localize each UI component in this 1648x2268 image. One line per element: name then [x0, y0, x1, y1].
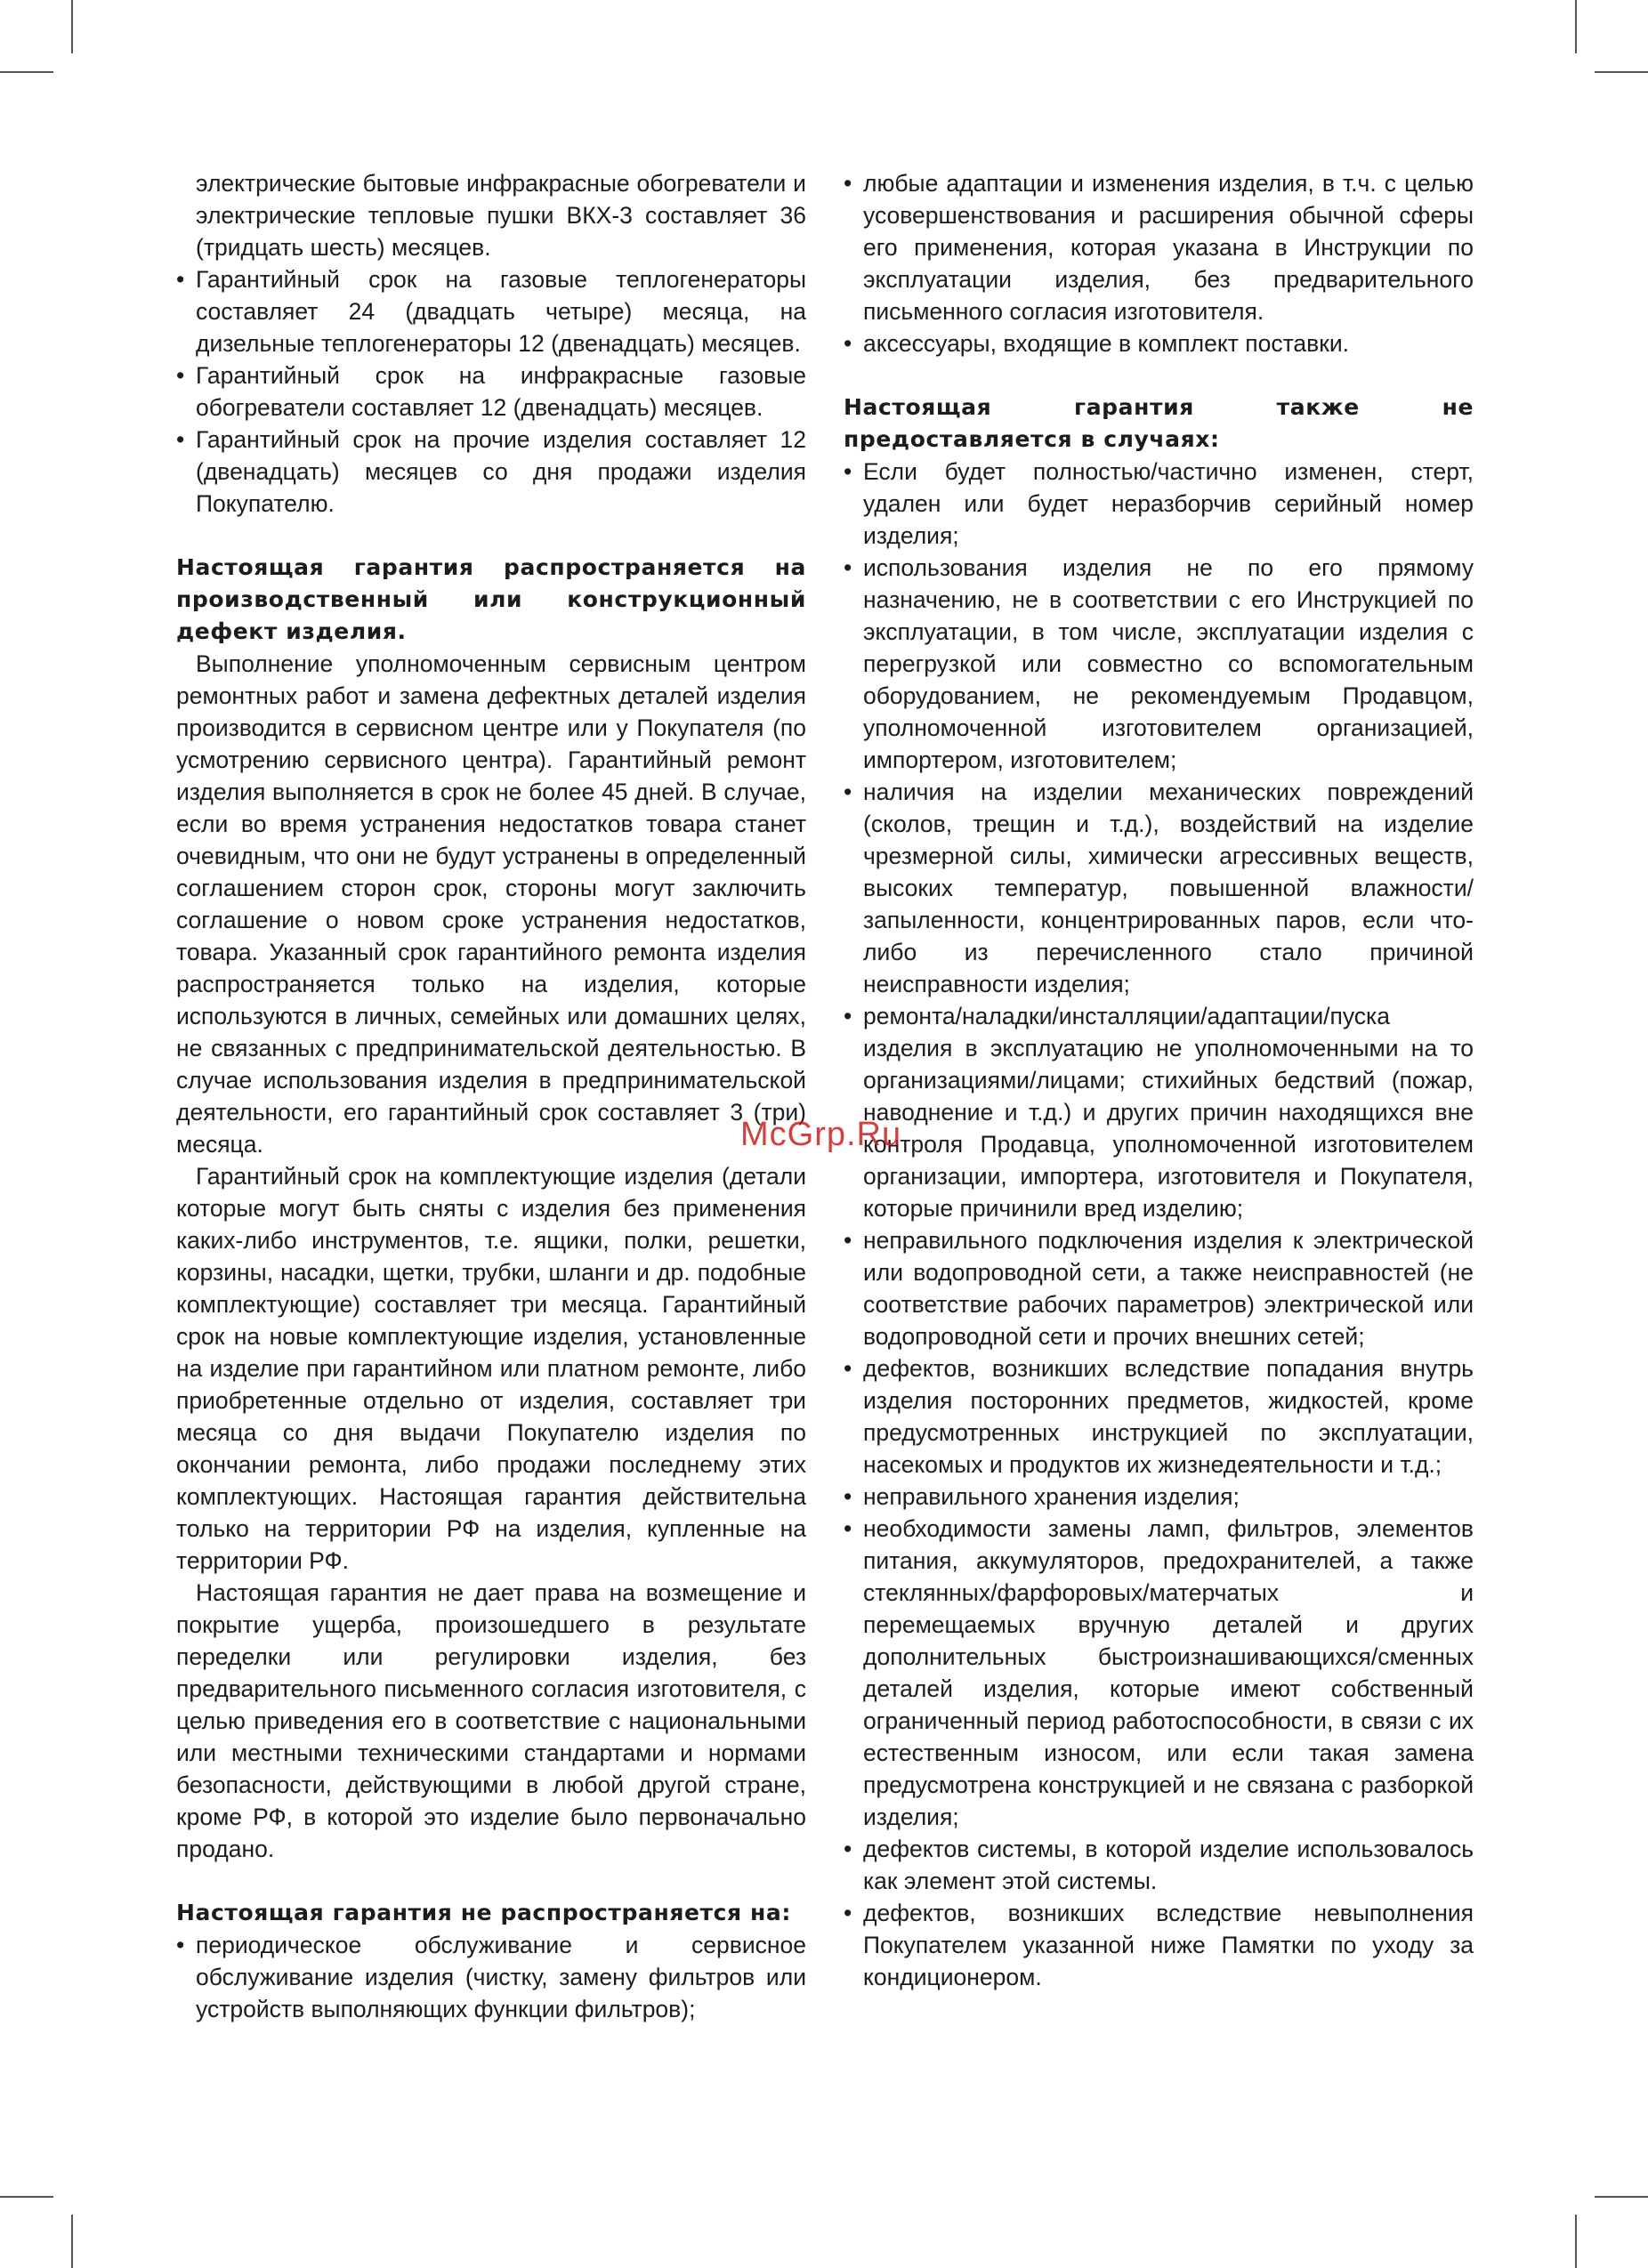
bullet-icon: • [844, 458, 852, 485]
bullet-icon: • [844, 1900, 852, 1926]
bullet-icon: • [844, 330, 852, 357]
crop-mark-top-right [1595, 71, 1648, 73]
bullet-icon: • [176, 1932, 185, 1958]
list-item: • необходимости замены ламп, фильтров, элементов питания, аккумуляторов, предохранителей, а также стеклянных/фарфоровых/матерчатых и перемещаемых вручную деталей и других дополнительных быстроизнашивающихся/сменных деталей изделия, которые имеют собственный ограниченный период работоспособности, в связи с их естественным износом, или если такая замена предусмотрена конструкцией и не связана с разборкой изделия; [844, 1513, 1474, 1833]
list-item: • Гарантийный срок на инфракрасные газовые обогреватели составляет 12 (двенадцать) месяцев. [176, 359, 806, 424]
list-item: • аксессуары, входящие в комплект поставки. [844, 327, 1474, 359]
exclusions-list [844, 456, 1474, 1993]
crop-mark-top-right-v [1575, 0, 1577, 53]
bullet-icon: • [176, 266, 185, 293]
paragraph: Выполнение уполномоченным сервисным центром ремонтных работ и замена дефектных деталей изделия производится в сервисном центре или у Покупателя (по усмотрению сервисного центра). Гарантийный ремонт изделия выполняется в срок не более 45 дней. В случае, если во время устранения недостатков товара станет очевидным, что они не будут устранены в определенный соглашением сторон срок, стороны могут заключить соглашение о новом сроке устранения недостатков, товара. Указанный срок гарантийного ремонта изделия распространяется только на изделия, которые используются в личных, семейных или домашних целях, не связанных с предпринимательской деятельностью. В случае использования изделия в предпринимательской деятельности, его гарантийный срок составляет 3 (три) месяца. [176, 650, 806, 1158]
bullet-icon: • [176, 426, 185, 453]
list-item: • Гарантийный срок на прочие изделия составляет 12 (двенадцать) месяцев со дня продажи изделия Покупателю. [176, 424, 806, 520]
bullet-icon: • [844, 1003, 852, 1029]
list-item: • любые адаптации и изменения изделия, в т.ч. с целью усовершенствования и расширения обычной сферы его применения, которая указана в Инструкции по эксплуатации изделия, без предварительного письменного согласия изготовителя. [844, 167, 1474, 327]
bullet-icon: • [844, 1515, 852, 1542]
bullet-icon: • [176, 362, 185, 389]
list-item: • Если будет полностью/частично изменен, стерт, удален или будет неразборчив серийный номер изделия; [844, 456, 1474, 552]
list-item: • наличия на изделии механических повреждений (сколов, трещин и т.д.), воздействий на изделие чрезмерной силы, химически агрессивных веществ, высоких температур, повышенной влажности/запыленности, концентрированных паров, если что-либо из перечисленного стало причиной неисправности изделия; [844, 776, 1474, 1000]
section-heading-not-covered: Настоящая гарантия не распространяется на: [176, 1900, 791, 1925]
site-watermark: McGrp.Ru [740, 1116, 902, 1153]
bullet-icon: • [844, 1836, 852, 1862]
list-item: • неправильного подключения изделия к электрической или водопроводной сети, а также неисправностей (не соответствие рабочих параметров) электрической или водопроводной сети и прочих внешних сетей; [844, 1224, 1474, 1352]
bullet-icon: • [844, 1483, 852, 1510]
intro-continuation: электрические бытовые инфракрасные обогреватели и электрические тепловые пушки ВКХ-3 составляет 36 (тридцать шесть) месяцев. [196, 170, 806, 261]
list-item: • ремонта/наладки/инсталляции/адаптации/пуска изделия в эксплуатацию не уполномоченными на то организациями/лицами; стихийных бедствий (пожар, наводнение и т.д.) и других причин находящихся вне контроля Продавца, уполномоченной изготовителем организации, импортера, изготовителя и Покупателя, которые причинили вред изделию; [844, 1000, 1474, 1224]
crop-mark-top-left-v [71, 0, 73, 53]
bullet-icon: • [844, 1227, 852, 1254]
section-heading-exclusions: Настоящая гарантия также не предоставляется в случаях: [844, 394, 1474, 452]
list-item: • Гарантийный срок на газовые теплогенераторы составляет 24 (двадцать четыре) месяца, на дизельные теплогенераторы 12 (двенадцать) месяцев. [176, 263, 806, 359]
right-column [844, 167, 1474, 1993]
left-column [176, 167, 806, 2025]
not-covered-list [176, 1929, 806, 2025]
bullet-icon: • [844, 779, 852, 805]
paragraph: Гарантийный срок на комплектующие изделия (детали которые могут быть сняты с изделия без применения каких-либо инструментов, т.е. ящики, полки, решетки, корзины, насадки, щетки, трубки, шланги и др. подобные комплектующие) составляет три месяца. Гарантийный срок на новые комплектующие изделия, установленные на изделие при гарантийном или платном ремонте, либо приобретенные отдельно от изделия, составляет три месяца со дня выдачи Покупателю изделия по окончании ремонта, либо продажи последнему этих комплектующих. Настоящая гарантия действительна только на территории РФ на изделия, купленные на территории РФ. [176, 1163, 806, 1574]
section-heading-warranty-scope: Настоящая гарантия распространяется на производственный или конструкционный дефект изделия. [176, 554, 806, 644]
list-item: • дефектов, возникших вследствие попадания внутрь изделия посторонних предметов, жидкостей, кроме предусмотренных инструкцией по эксплуатации, насекомых и продуктов их жизнедеятельности и т.д.; [844, 1352, 1474, 1481]
list-item: • дефектов, возникших вследствие невыполнения Покупателем указанной ниже Памятки по уходу за кондиционером. [844, 1897, 1474, 1993]
bullet-icon: • [844, 1355, 852, 1382]
intro-bullet-list [176, 263, 806, 520]
list-item: • дефектов системы, в которой изделие использовалось как элемент этой системы. [844, 1833, 1474, 1897]
crop-mark-bottom-right [1595, 2196, 1648, 2198]
crop-mark-bottom-left [0, 2196, 53, 2198]
crop-mark-top-left [0, 71, 53, 73]
crop-mark-bottom-left-v [71, 2215, 73, 2268]
bullet-icon: • [844, 554, 852, 581]
crop-mark-bottom-right-v [1575, 2215, 1577, 2268]
list-item: • использования изделия не по его прямому назначению, не в соответствии с его Инструкцией по эксплуатации, в том числе, эксплуатации изделия с перегрузкой или совместно со вспомогательным оборудованием, не рекомендуемым Продавцом, уполномоченной изготовителем организацией, импортером, изготовителем; [844, 552, 1474, 776]
list-item: • периодическое обслуживание и сервисное обслуживание изделия (чистку, замену фильтров или устройств выполняющих функции фильтров); [176, 1929, 806, 2025]
not-covered-list-continued [844, 167, 1474, 359]
paragraph: Настоящая гарантия не дает права на возмещение и покрытие ущерба, произошедшего в результате переделки или регулировки изделия, без предварительного письменного согласия изготовителя, с целью приведения его в соответствие с национальными или местными техническими стандартами и нормами безопасности, действующими в любой другой стране, кроме РФ, в которой это изделие было первоначально продано. [176, 1579, 806, 1862]
bullet-icon: • [844, 170, 852, 197]
list-item: • неправильного хранения изделия; [844, 1481, 1474, 1513]
